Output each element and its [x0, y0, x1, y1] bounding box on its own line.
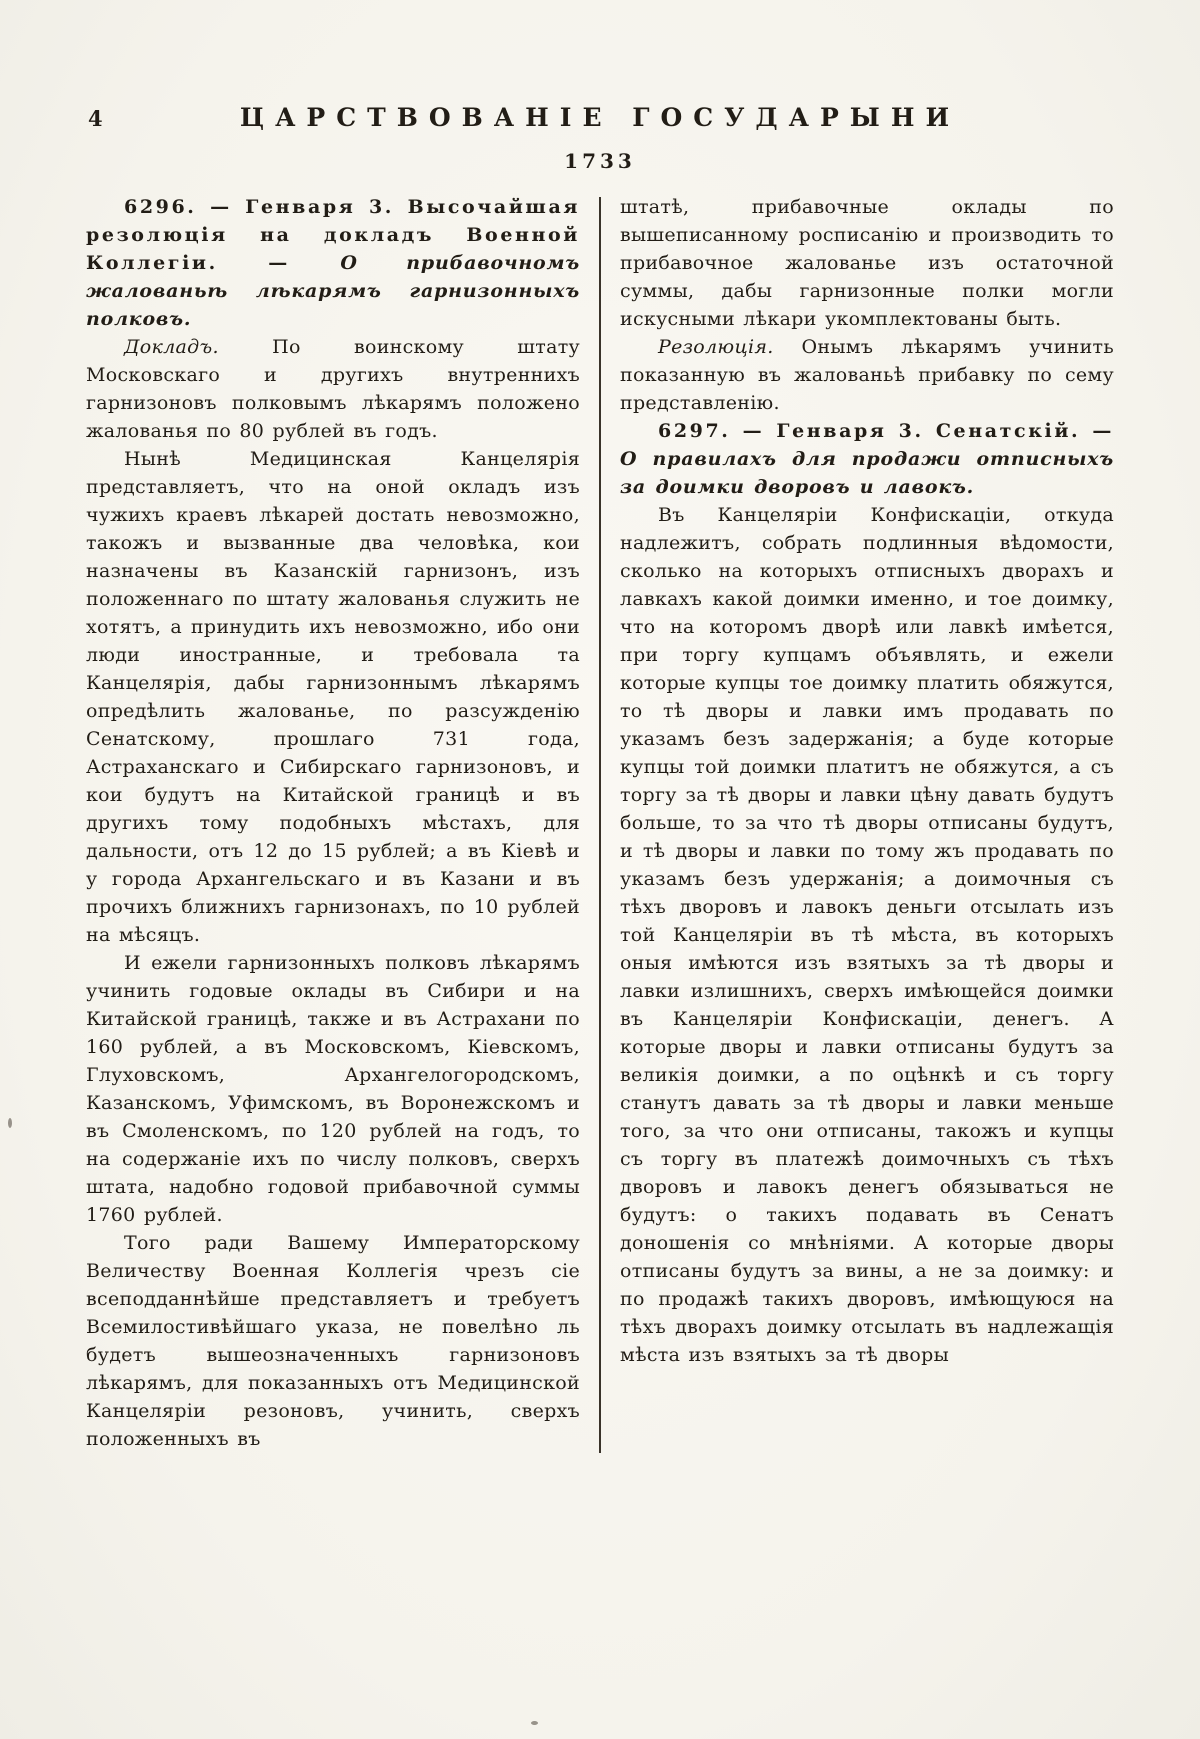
paragraph-petition: Того ради Вашему Императорскому Величеству Военная Коллегія чрезъ сіе всеподданнѣйше представляетъ и требуетъ Всемилостивѣйшаго указа, не повелѣно ль будетъ вышеозначенныхъ гарнизоновъ лѣкарямъ, для показанныхъ отъ Медицинской Канцеляріи резоновъ, учинить, сверхъ положенныхъ въ: [86, 1232, 580, 1450]
entry-6296-number-title: 6296. — Генваря 3. Высочайшая резолюція на докладъ Военной Коллегіи. —: [86, 196, 580, 274]
paragraph-confiscation-rules: Въ Канцеляріи Конфискаціи, откуда надлежитъ, собрать подлинныя вѣдомости, сколько на которыхъ отписныхъ дворахъ и лавкахъ какой доимки именно, и тое доимку, что на которомъ дворѣ или лавкѣ имѣется, при торгу купцамъ объявлять, и ежели которые купцы тое доимку платить обяжутся, то тѣ дворы и лавки имъ продавать по указамъ безъ задержанія; а буде которые купцы той доимки платитъ не обяжутся, а съ торгу за тѣ дворы и лавки цѣну давать будутъ больше, то за что тѣ дворы отписаны будутъ, и тѣ дворы и лавки по тому жъ продавать по указамъ безъ удержанія; а доимочныя съ тѣхъ дворовъ и лавокъ деньги отсылать изъ той Канцеляріи въ тѣ мѣста, въ которыхъ оныя имѣются изъ взятыхъ за тѣ дворы и лавки излишнихъ, сверхъ имѣющейся доимки въ Канцеляріи Конфискаціи, денегъ. А которые дворы и лавки отписаны будутъ за великія доимки, а по оцѣнкѣ и съ торгу станутъ давать за тѣ дворы и лавки меньше того, за что они отписаны, такожъ и купцы съ торгу въ платежѣ доимочныхъ съ тѣхъ дворовъ и лавокъ денегъ обязываться не будутъ: о такихъ подавать въ Сенатъ доношенія со мнѣніями. А которые дворы отписаны будутъ за вины, а не за доимку: и по продажѣ такихъ дворовъ, имѣющуюся на тѣхъ дворахъ доимку отсылать въ надлежащія мѣста изъ взятыхъ за тѣ дворы: [620, 504, 1114, 1366]
page-header: [0, 0, 1200, 139]
scan-speck: [531, 1721, 538, 1725]
entry-6297-subtitle: О правилахъ для продажи отписныхъ за доимки дворовъ и лавокъ.: [620, 448, 1114, 498]
entry-6297-number-title: 6297. — Генваря 3. Сенатскій. —: [658, 420, 1114, 442]
year-heading: 1733: [564, 149, 636, 173]
paragraph-doklad: [86, 333, 580, 445]
column-divider: [599, 197, 601, 1453]
column-right: [620, 193, 1114, 1453]
paragraph-continuation: штатѣ, прибавочные оклады по вышеписанному росписанію и производить то прибавочное жалованье изъ остаточной суммы, дабы гарнизонные полки могли искусными лѣкари укомплектованы быть.: [620, 196, 1114, 330]
running-title: ЦАРСТВОВАНІЕ ГОСУДАРЫНИ: [239, 103, 961, 132]
entry-6296-heading: [86, 193, 580, 333]
entry-6296-subtitle: О прибавочномъ жалованьѣ лѣкарямъ гарнизонныхъ полковъ.: [86, 252, 580, 330]
doklad-lead: Докладъ.: [124, 336, 219, 358]
doklad-text: По воинскому штату Московскаго и другихъ внутреннихъ гарнизоновъ полковымъ лѣкарямъ положено жалованья по 80 рублей въ годъ.: [86, 336, 580, 442]
paragraph-medical-chancery: Нынѣ Медицинская Канцелярія представляетъ, что на оной окладъ изъ чужихъ краевъ лѣкарей достать невозможно, такожъ и вызванные два человѣка, кои назначены въ Казанскій гарнизонъ, изъ положеннаго по штату жалованья служить не хотятъ, а принудить ихъ невозможно, ибо они люди иностранные, и требовала та Канцелярія, дабы гарнизоннымъ лѣкарямъ опредѣлить жалованье, по разсужденію Сенатскому, прошлаго 731 года, Астраханскаго и Сибирскаго гарнизоновъ, и кои будутъ на Китайской границѣ и въ другихъ тому подобныхъ мѣстахъ, для дальности, отъ 12 до 15 рублей; а въ Кіевѣ и у города Архангельскаго и въ Казани и въ прочихъ ближнихъ гарнизонахъ, по 10 рублей на мѣсяцъ.: [86, 448, 580, 946]
paragraph-resolution: [620, 333, 1114, 417]
entry-6297-heading: [620, 417, 1114, 501]
scan-speck: [8, 1118, 12, 1128]
text-columns: [0, 193, 1200, 1453]
column-left: [86, 193, 580, 1453]
page-number: 4: [88, 106, 103, 131]
resolution-text: Онымъ лѣкарямъ учинить показанную въ жалованьѣ прибавку по сему представленію.: [620, 336, 1114, 414]
resolution-lead: Резолюція.: [658, 336, 774, 358]
paragraph-salary-proposal: И ежели гарнизонныхъ полковъ лѣкарямъ учинить годовые оклады въ Сибири и на Китайской границѣ, также и въ Астрахани по 160 рублей, а въ Московскомъ, Кіевскомъ, Глуховскомъ, Архангелогородскомъ, Казанскомъ, Уфимскомъ, въ Воронежскомъ и въ Смоленскомъ, по 120 рублей на годъ, то на содержаніе ихъ по числу полковъ, сверхъ штата, надобно годовой прибавочной суммы 1760 рублей.: [86, 952, 580, 1226]
